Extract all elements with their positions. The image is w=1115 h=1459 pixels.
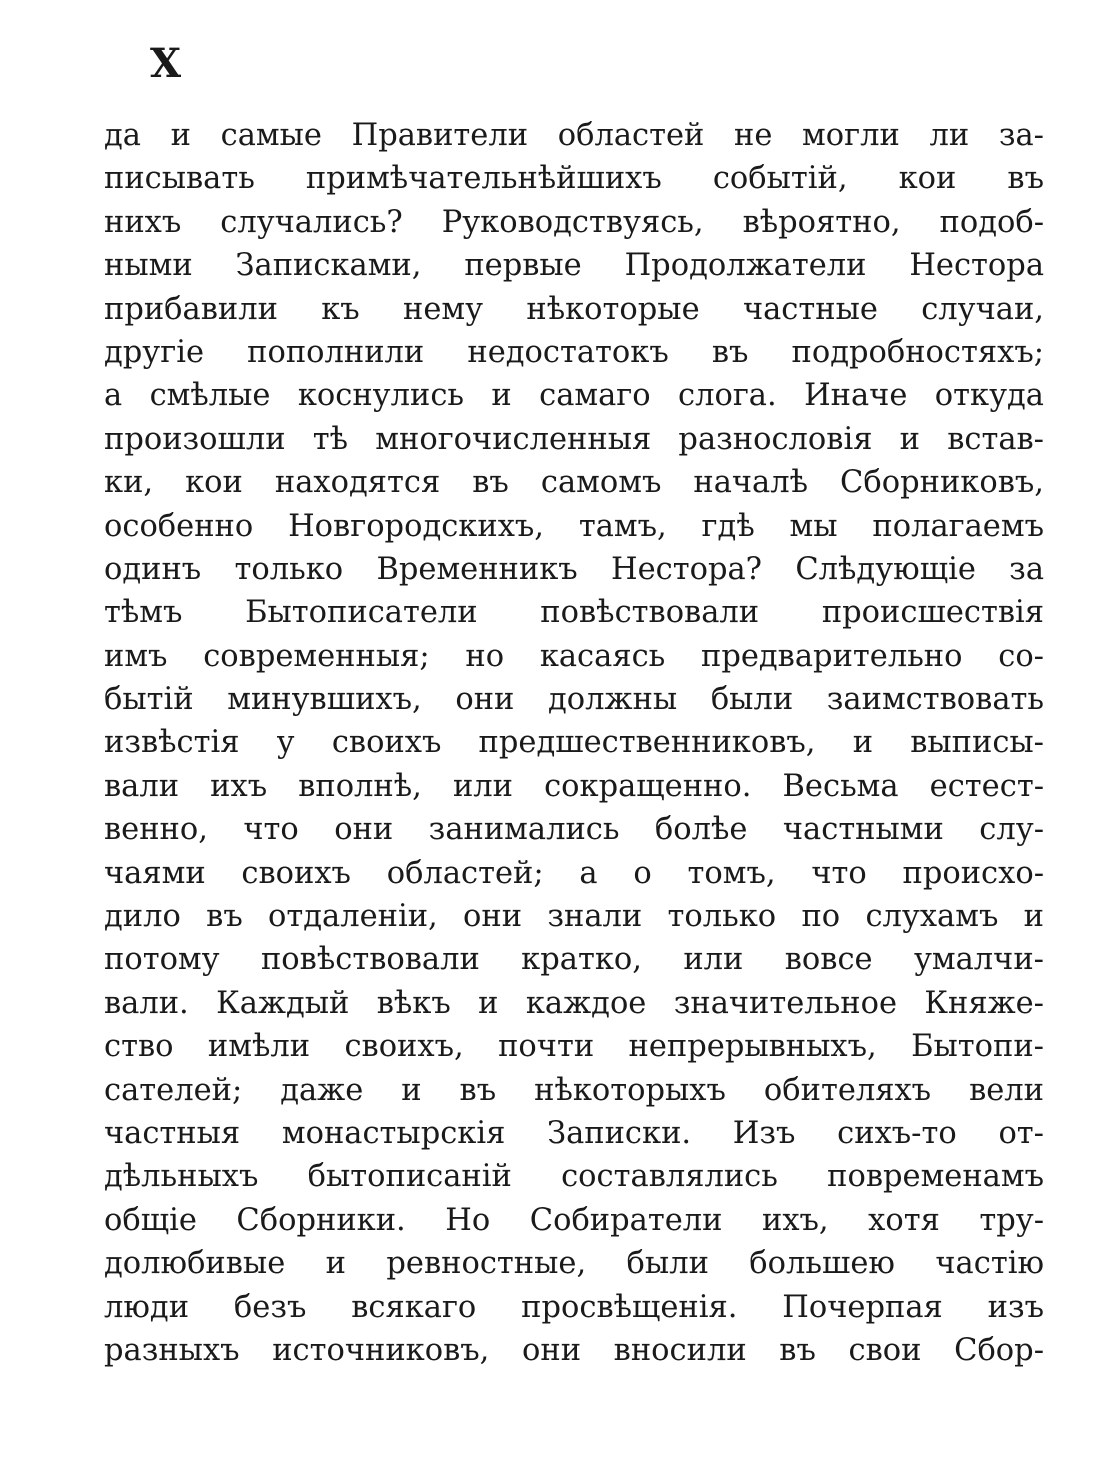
text-line: дило въ отдаленіи, они знали только по слухамъ и <box>104 899 1044 935</box>
page-number: X <box>150 40 183 87</box>
text-line: нихъ случались? Руководствуясь, вѣроятно, подоб- <box>104 204 1044 240</box>
text-line: частныя монастырскія Записки. Изъ сихъ-то от- <box>104 1115 1044 1151</box>
body-text <box>104 114 1044 1372</box>
text-line: дѣльныхъ бытописаній составлялись повременамъ <box>104 1159 1044 1195</box>
text-line: особенно Новгородскихъ, тамъ, гдѣ мы полагаемъ <box>104 508 1044 544</box>
text-line: имъ современныя; но касаясь предварительно со- <box>104 638 1044 674</box>
text-line: ки, кои находятся въ самомъ началѣ Сборниковъ, <box>104 465 1044 501</box>
text-line: сателей; даже и въ нѣкоторыхъ обителяхъ вели <box>104 1072 1044 1108</box>
text-line: люди безъ всякаго просвѣщенія. Почерпая изъ <box>104 1289 1044 1325</box>
text-line: одинъ только Временникъ Нестора? Слѣдующіе за <box>104 551 1044 587</box>
text-line: писывать примѣчательнѣйшихъ событій, кои въ <box>104 161 1044 197</box>
text-line: произошли тѣ многочисленныя разнословія и встав- <box>104 421 1044 457</box>
text-line: потому повѣствовали кратко, или вовсе умалчи- <box>104 942 1044 978</box>
text-line: чаями своихъ областей; а о томъ, что происхо- <box>104 855 1044 891</box>
text-line: разныхъ источниковъ, они вносили въ свои Сбор- <box>104 1332 1044 1368</box>
text-line: тѣмъ Бытописатели повѣствовали происшествія <box>104 595 1044 631</box>
text-line: долюбивые и ревностные, были большею частію <box>104 1246 1044 1282</box>
text-line: извѣстія у своихъ предшественниковъ, и выписы- <box>104 725 1044 761</box>
text-line: вали ихъ вполнѣ, или сокращенно. Весьма естест- <box>104 768 1044 804</box>
text-line: прибавили къ нему нѣкоторые частные случаи, <box>104 291 1044 327</box>
text-line: вали. Каждый вѣкъ и каждое значительное Княже- <box>104 985 1044 1021</box>
text-line: да и самые Правители областей не могли ли за- <box>104 118 1044 153</box>
text-line: другіе пополнили недостатокъ въ подробностяхъ; <box>104 334 1044 370</box>
text-line: ными Записками, первые Продолжатели Нестора <box>104 248 1044 284</box>
text-line: общіе Сборники. Но Собиратели ихъ, хотя тру- <box>104 1202 1044 1238</box>
text-line: ство имѣли своихъ, почти непрерывныхъ, Бытопи- <box>104 1029 1044 1065</box>
text-line: венно, что они занимались болѣе частными слу- <box>104 812 1044 848</box>
text-line: бытій минувшихъ, они должны были заимствовать <box>104 682 1044 718</box>
text-line: а смѣлые коснулись и самаго слога. Иначе откуда <box>104 378 1044 414</box>
